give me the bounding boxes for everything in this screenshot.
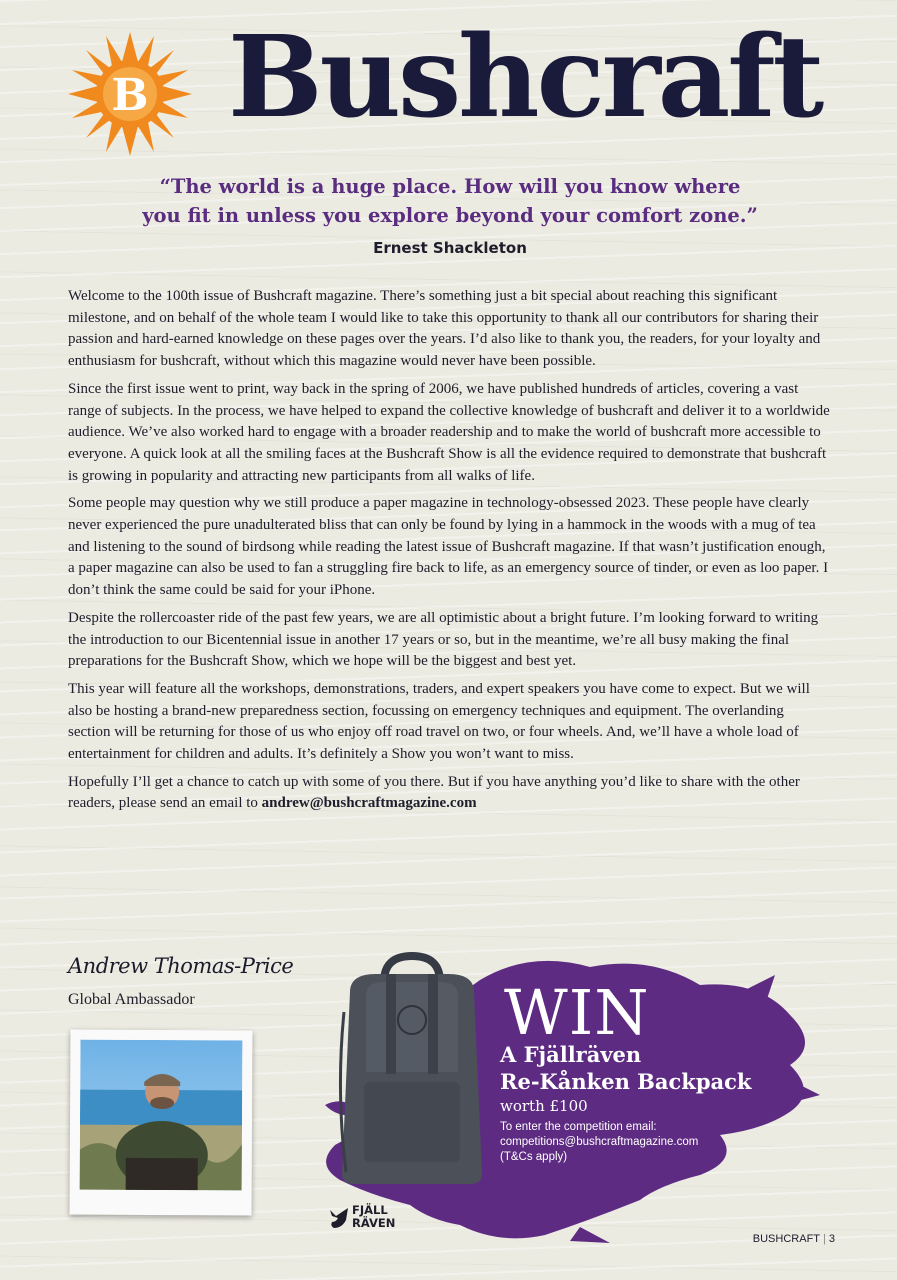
- prize-worth: worth £100: [500, 1097, 588, 1115]
- author-role: Global Ambassador: [68, 991, 195, 1008]
- terms-text: (T&Cs apply): [500, 1151, 568, 1163]
- paragraph-5: This year will feature all the workshops, demonstrations, traders, and expert speakers you have come to expect. But we will also be hosting a brand-new preparedness section, focussing on emergency techniques and equipment. The overlanding section will be returning for those of us who enjoy off road travel on two, or four wheels. And, we’ll have a whole load of entertainment for children and adults. It’s definitely a Show you won’t want to miss.: [68, 680, 810, 763]
- logo-letter: B: [111, 70, 149, 121]
- competition-instructions: [500, 1120, 800, 1165]
- sun-logo-icon: [68, 32, 192, 156]
- prize-name: [500, 1041, 800, 1095]
- closing-text: Hopefully I’ll get a chance to catch up with some of you there. But if you have anything you’d like to share with the other readers, please send an email to: [68, 773, 800, 812]
- paragraph-closing: [68, 772, 830, 815]
- fjallraven-wordmark-line-1: FJÄLL: [352, 1203, 388, 1217]
- fox-icon: [328, 1206, 350, 1230]
- prize-line-2: Re-Kånken Backpack: [500, 1069, 752, 1094]
- page-footer: [753, 1233, 835, 1245]
- footer-title: BUSHCRAFT: [752, 1233, 821, 1245]
- quote-author: Ernest Shackleton: [373, 239, 527, 257]
- quote-line-2: you fit in unless you explore beyond your comfort zone.”: [142, 204, 758, 227]
- fjallraven-wordmark-line-2: RÄVEN: [352, 1216, 396, 1230]
- paragraph-2: Since the first issue went to print, way back in the spring of 2006, we have published hundreds of articles, covering a vast range of subjects. In the process, we have helped to expand the collective knowledge of bushcraft and deliver it to a worldwide audience. We’ve also worked hard to engage with a broader readership and to make the world of bushcraft more accessible to everyone. A quick look at all the smiling faces at the Bushcraft Show is all the evidence required to demonstrate that bushcraft is growing in popularity and attracting new participants from all walks of life.: [68, 380, 830, 484]
- paragraph-3: Some people may question why we still produce a paper magazine in technology-obsessed 2023. These people have clearly never experienced the pure unadulterated bliss that can only be found by lying in a hammock in the woods with a mug of tea and listening to the sound of birdsong while reading the latest issue of Bushcraft magazine. If that wasn’t justification enough, a paper magazine can also be used to fan a struggling fire back to life, as an emergency source of tinder, or even as loo paper. I don’t think the same could be said for your iPhone.: [68, 495, 829, 599]
- author-photo-frame: [70, 1030, 253, 1216]
- editorial-body: [68, 286, 830, 821]
- pull-quote: [100, 172, 800, 230]
- prize-line-1: A Fjällräven: [500, 1042, 642, 1067]
- footer-separator: |: [823, 1233, 826, 1245]
- author-photo: [80, 1040, 243, 1191]
- brand-title: Bushcraft: [228, 12, 822, 143]
- fjallraven-wordmark: [352, 1204, 412, 1230]
- competition-email-link[interactable]: competitions@bushcraftmagazine.com: [500, 1136, 699, 1148]
- signature: Andrew Thomas-Price: [68, 954, 294, 978]
- page-number: 3: [828, 1233, 835, 1245]
- quote-line-1: “The world is a huge place. How will you know where: [159, 175, 741, 198]
- paragraph-4: Despite the rollercoaster ride of the past few years, we are all optimistic about a bright future. I’m looking forward to writing the introduction to our Bicentennial issue in another 17 years or so, but in the meantime, we’re all busy making the final preparations for the Bushcraft Show, which we hope will be the biggest and best yet.: [68, 609, 819, 670]
- paragraph-1: Welcome to the 100th issue of Bushcraft magazine. There’s something just a bit special about reaching this significant milestone, and on behalf of the whole team I would like to take this opportunity to thank all our contributors for sharing their passion and hard-earned knowledge on these pages over the years. I’d also like to thank you, the readers, for your loyalty and enthusiasm for bushcraft, without which this magazine would never have been possible.: [68, 288, 821, 370]
- enter-text: To enter the competition email:: [500, 1121, 657, 1133]
- masthead: [68, 12, 822, 158]
- editor-email-link[interactable]: andrew@bushcraftmagazine.com: [261, 795, 477, 812]
- backpack-image: [326, 952, 498, 1188]
- win-title: WIN: [504, 976, 650, 1049]
